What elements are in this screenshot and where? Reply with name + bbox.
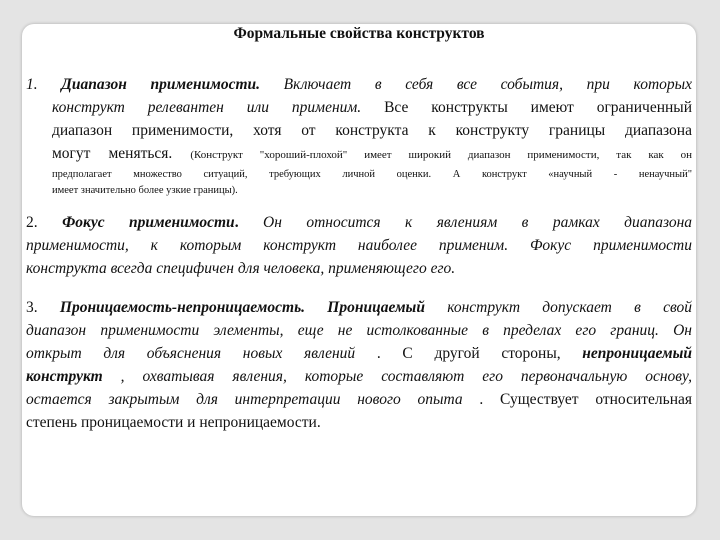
section-2-heading-dot: . [234, 214, 239, 231]
section-range-of-convenience [26, 73, 692, 199]
section-2-heading: Фокус применимости [62, 214, 235, 231]
section-1-note-line-3: имеет значительно более узкие границы). [52, 185, 238, 196]
section-1-heading: Диапазон применимости. [61, 76, 260, 93]
section-3-line-2: диапазон применимости элементы, еще не истолкованные в пределах его границ. Он [26, 322, 692, 339]
page-title: Формальные свойства конструктов [233, 25, 485, 42]
section-2-number: 2. [26, 214, 38, 231]
section-1-line-3: диапазон применимости, хотя от конструкта к конструкту границы диапазона [52, 122, 692, 139]
section-1-text: Включает в себя все события, при которых [283, 76, 692, 93]
section-3-emphasis: непроницаемый [582, 345, 692, 362]
section-2-line-1 [26, 211, 692, 234]
section-3-line-5 [26, 388, 692, 411]
section-3-number: 3. [26, 299, 38, 316]
section-3-line-4 [26, 365, 692, 388]
section-1-line-1 [26, 73, 692, 96]
section-1-line-4 [26, 142, 692, 167]
section-1-note-line-2: предполагает множество ситуаций, требующих личной оценки. А конструкт «научный - ненаучный" [52, 169, 692, 180]
section-3-text: конструкт допускает в свой [447, 299, 692, 316]
section-3-text: остается закрытым для интерпретации нового опыта [26, 391, 463, 408]
section-3-text: , охватывая явления, которые составляют его первоначальную основу, [120, 368, 692, 385]
section-3-line-6: степень проницаемости и непроницаемости. [26, 414, 321, 431]
section-1-text: конструкт релевантен или применим. [52, 99, 362, 116]
section-3-heading: Проницаемость-непроницаемость. Проницаемый [59, 299, 425, 316]
section-1-line-2 [26, 96, 692, 119]
section-3-line-3 [26, 342, 692, 365]
section-3-line-1 [26, 296, 692, 319]
section-focus-of-convenience [26, 211, 692, 280]
section-3-text: . С другой стороны, [376, 345, 561, 362]
section-2-text: Он относится к явлениям в рамках диапазона [263, 214, 692, 231]
section-2-line-2: применимости, к которым конструкт наиболее применим. Фокус применимости [26, 237, 692, 254]
section-1-number: 1. [26, 76, 38, 93]
section-1-note: (Конструкт "хороший-плохой" имеет широкий диапазон применимости, так как он [190, 149, 692, 161]
section-3-emphasis: конструкт [26, 368, 103, 385]
section-1-text: Все конструкты имеют ограниченный [384, 99, 692, 116]
section-permeability [26, 296, 692, 434]
section-3-text: открыт для объяснения новых явлений [26, 345, 356, 362]
section-2-line-3: конструкта всегда специфичен для человека, применяющего его. [26, 260, 456, 277]
document-page [22, 24, 696, 516]
section-3-text: . Существует относительная [479, 391, 692, 408]
section-1-text: могут меняться. [52, 145, 173, 162]
